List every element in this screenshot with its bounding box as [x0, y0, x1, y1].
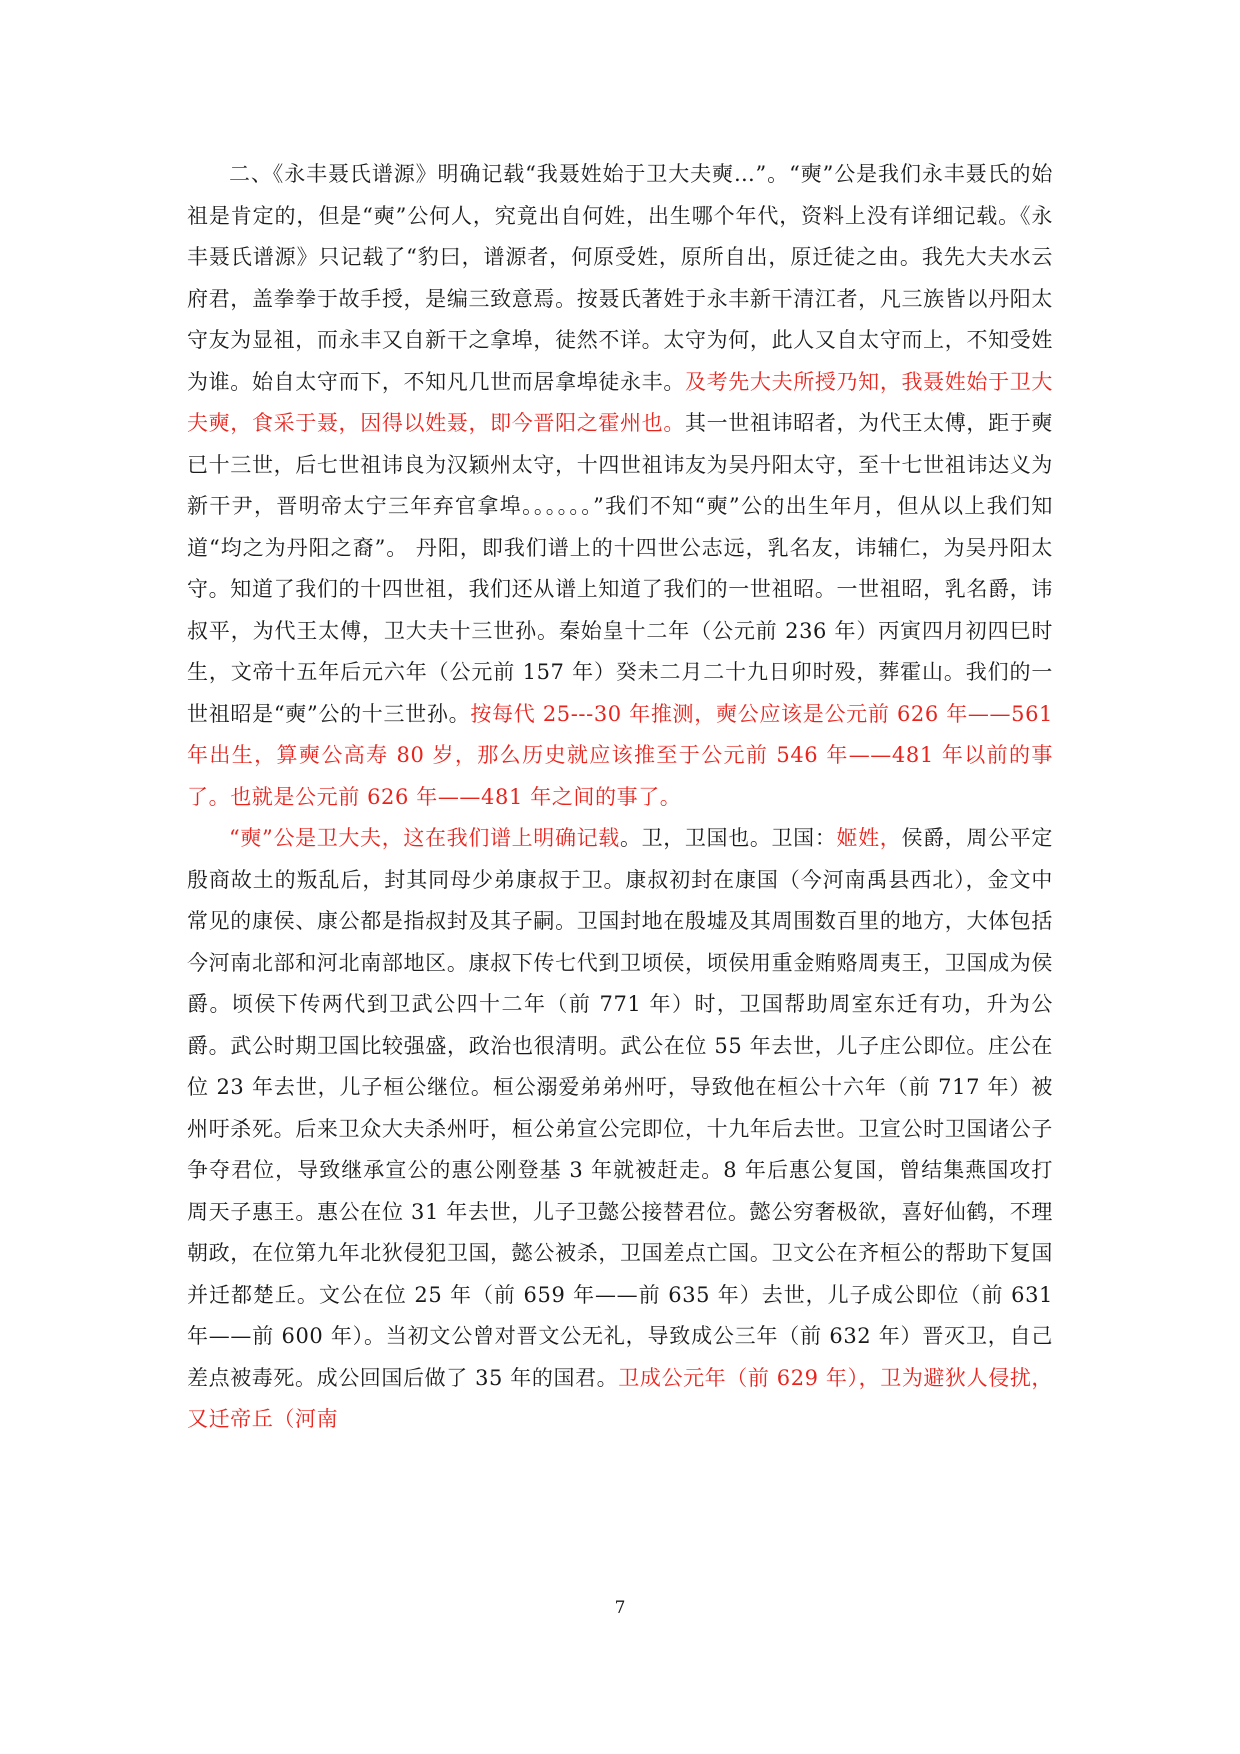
- highlighted-text-segment: 及考先大夫所授乃知，我聂姓始于卫大夫奭，食采于聂，因得以姓聂，即今晋阳之霍州也。: [187, 369, 1053, 435]
- text-segment: 二、《永丰聂氏谱源》明确记载“我聂姓始于卫大夫奭…”。“奭”公是我们永丰聂氏的始祖是肯定的，但是“奭”公何人，究竟出自何姓，出生哪个年代，资料上没有详细记载。《永丰聂氏谱源》只记载了“豹曰，谱源者，何原受姓，原所自出，原迁徒之由。我先大夫水云府君，盖拳拳于故手授，是编三致意焉。按聂氏著姓于永丰新干清江者，凡三族皆以丹阳太守友为显祖，而永丰又自新干之拿埠，徒然不详。太守为何，此人又自太守而上，不知受姓为谁。始自太守而下，不知凡几世而居拿埠徒永丰。: [187, 162, 1053, 394]
- text-segment: 其一世祖讳昭者，为代王太傅，距于奭已十三世，后七世祖讳良为汉颖州太守，十四世祖讳友为吴丹阳太守，至十七世祖讳达义为新干尹，晋明帝太宁三年弃官拿埠。。。。。。”我们不知“奭”公的出生年月，但从以上我们知道“均之为丹阳之裔”。 丹阳，即我们谱上的十四世公志远，乳名友，讳辅仁，为吴丹阳太守。知道了我们的十四世祖，我们还从谱上知道了我们的一世祖昭。一世祖昭，乳名爵，讳叔平，为代王太傅，卫大夫十三世孙。秦始皇十二年（公元前 236 年）丙寅四月初四巳时生，文帝十五年后元六年（公元前 157 年）癸未二月二十九日卯时殁，葬霍山。我们的一世祖昭是“奭”公的十三世孙。: [187, 411, 1053, 726]
- page-number: 7: [614, 1598, 626, 1618]
- highlighted-text-segment: 按每代 25---30 年推测，奭公应该是公元前 626 年——561 年出生，算奭公高寿 80 岁，那么历史就应该推至于公元前 546 年——481 年以前的事了。也就是公元前 626 年——481 年之间的事了。: [187, 701, 1053, 809]
- text-segment: 侯爵，周公平定殷商故土的叛乱后，封其同母少弟康叔于卫。康叔初封在康国（今河南禹县西北），金文中常见的康侯、康公都是指叔封及其子嗣。卫国封地在殷墟及其周围数百里的地方，大体包括今河南北部和河北南部地区。康叔下传七代到卫顷侯，顷侯用重金贿赂周夷王，卫国成为侯爵。顷侯下传两代到卫武公四十二年（前 771 年）时，卫国帮助周室东迁有功，升为公爵。武公时期卫国比较强盛，政治也很清明。武公在位 55 年去世，儿子庄公即位。庄公在位 23 年去世，儿子桓公继位。桓公溺爱弟弟州吁，导致他在桓公十六年（前 717 年）被州吁杀死。后来卫众大夫杀州吁，桓公弟宣公完即位，十九年后去世。卫宣公时卫国诸公子争夺君位，导致继承宣公的惠公刚登基 3 年就被赶走。8 年后惠公复国，曾结集燕国攻打周天子惠王。惠公在位 31 年去世，儿子卫懿公接替君位。懿公穷奢极欲，喜好仙鹤，不理朝政，在位第九年北狄侵犯卫国，懿公被杀，卫国差点亡国。卫文公在齐桓公的帮助下复国并迁都楚丘。文公在位 25 年（前 659 年——前 635 年）去世，儿子成公即位（前 631 年——前 600 年）。当初文公曾对晋文公无礼，导致成公三年（前 632 年）晋灭卫，自己差点被毒死。成公回国后做了 35 年的国君。: [187, 826, 1054, 1390]
- paragraph-2: [187, 818, 1053, 1441]
- text-segment: 。卫，卫国也。卫国：: [619, 826, 837, 850]
- paragraph-1: [187, 154, 1053, 818]
- highlighted-text-segment: 姬姓，: [836, 826, 902, 850]
- highlighted-text-segment: “奭”公是卫大夫，这在我们谱上明确记载: [229, 826, 620, 850]
- highlighted-text-segment: 卫成公元年（前 629 年），卫为避狄人侵扰，又迁帝丘（河南: [187, 1365, 1054, 1431]
- document-body: [187, 154, 1053, 1441]
